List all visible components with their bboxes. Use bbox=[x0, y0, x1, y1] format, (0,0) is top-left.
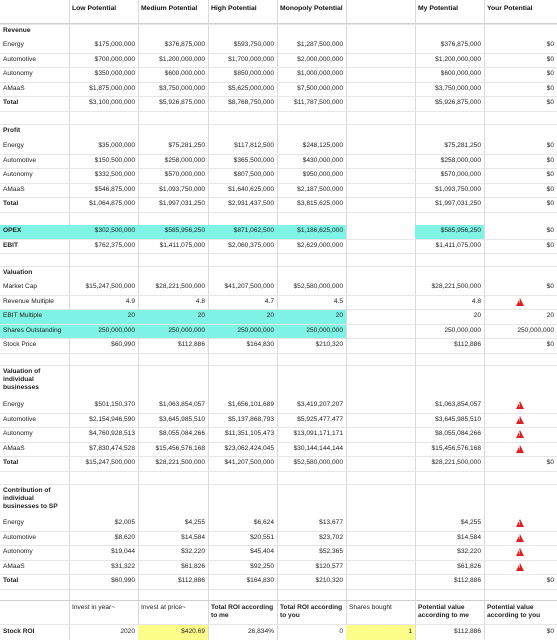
roi-header: Invest in year~ bbox=[72, 604, 116, 611]
value-cell: $593,750,000 bbox=[233, 41, 274, 48]
column-header: My Potential bbox=[418, 5, 459, 12]
roi-label: Stock ROI bbox=[3, 628, 35, 635]
row-label: Revenue Multiple bbox=[3, 297, 54, 305]
row-label: Shares Outstanding bbox=[3, 326, 62, 334]
value-cell: $2,060,375,000 bbox=[228, 241, 274, 249]
value-cell: $35,000,000 bbox=[98, 142, 135, 149]
value-cell: $600,000,000 bbox=[440, 70, 481, 77]
value-cell: $5,625,000,000 bbox=[228, 84, 274, 92]
row-label: AMaaS bbox=[3, 562, 25, 570]
warning-icon bbox=[516, 401, 524, 409]
value-cell: $31,322 bbox=[111, 562, 135, 570]
row-label: Autonomy bbox=[3, 430, 33, 437]
value-cell: $302,500,000 bbox=[94, 227, 135, 234]
value-cell: $1,287,500,000 bbox=[297, 41, 343, 48]
warning-icon bbox=[516, 298, 524, 306]
row-label: Autonomy bbox=[3, 548, 33, 555]
value-cell: $871,062,500 bbox=[233, 227, 274, 234]
value-cell: 20 bbox=[266, 312, 274, 319]
column-header: Low Potential bbox=[72, 5, 117, 12]
value-cell: $1,411,075,000 bbox=[159, 241, 205, 249]
row-label: Automotive bbox=[3, 415, 36, 423]
value-cell: $585,956,250 bbox=[440, 227, 481, 234]
value-cell: $0 bbox=[546, 156, 554, 164]
row-label: Total bbox=[3, 200, 19, 207]
section-title: Valuation bbox=[3, 269, 33, 276]
value-cell: $11,351,105,473 bbox=[224, 430, 274, 437]
value-cell: 4.5 bbox=[333, 297, 343, 305]
row-label: Automotive bbox=[3, 156, 36, 164]
row-label: Energy bbox=[3, 519, 24, 526]
value-cell: $210,320 bbox=[315, 341, 343, 348]
section-line bbox=[0, 484, 557, 485]
column-header: Monopoly Potential bbox=[280, 5, 343, 12]
roi-header: Invest at price~ bbox=[141, 604, 186, 611]
row-label: AMaaS bbox=[3, 84, 25, 92]
value-cell: $1,640,625,000 bbox=[228, 185, 274, 193]
row-label: Autonomy bbox=[3, 171, 33, 178]
roi-value: $0 bbox=[546, 628, 554, 635]
value-cell: $365,500,000 bbox=[233, 156, 274, 164]
row-line bbox=[0, 253, 557, 254]
value-cell: $600,000,000 bbox=[164, 70, 205, 77]
value-cell: 4.8 bbox=[195, 297, 205, 305]
row-line bbox=[0, 353, 557, 354]
value-cell: $1,997,031,250 bbox=[435, 200, 481, 207]
value-cell: $570,000,000 bbox=[440, 171, 481, 178]
value-cell: $0 bbox=[546, 200, 554, 207]
value-cell: $210,320 bbox=[315, 577, 343, 584]
value-cell: $112,886 bbox=[177, 577, 205, 584]
value-cell: 250,000,000 bbox=[168, 326, 205, 334]
value-cell: $15,456,576,168 bbox=[431, 444, 481, 452]
value-cell: $8,768,750,000 bbox=[228, 99, 274, 106]
value-cell: $3,419,207,207 bbox=[297, 401, 343, 408]
row-label: Total bbox=[3, 577, 19, 584]
value-cell: $0 bbox=[546, 70, 554, 77]
row-line bbox=[0, 111, 557, 112]
section-title: Profit bbox=[3, 127, 21, 134]
warning-icon bbox=[516, 519, 524, 527]
value-cell: 20 bbox=[335, 312, 343, 319]
value-cell: $1,656,101,689 bbox=[228, 401, 274, 408]
value-cell: $546,875,000 bbox=[94, 185, 135, 193]
warning-icon bbox=[516, 563, 524, 571]
roi-value: 2020 bbox=[120, 628, 135, 635]
row-label: Energy bbox=[3, 142, 24, 149]
row-label: Autonomy bbox=[3, 70, 33, 77]
value-cell: $28,221,500,000 bbox=[431, 283, 481, 290]
value-cell: $3,750,000,000 bbox=[435, 84, 481, 92]
value-cell: $20,551 bbox=[250, 533, 274, 541]
value-cell: $3,645,985,510 bbox=[159, 415, 205, 423]
value-cell: $15,456,576,168 bbox=[155, 444, 205, 452]
row-label: OPEX bbox=[3, 227, 22, 234]
value-cell: $112,886 bbox=[453, 577, 481, 584]
value-cell: $15,247,500,000 bbox=[85, 459, 135, 466]
section-line bbox=[0, 24, 557, 25]
value-cell: $1,200,000,000 bbox=[159, 55, 205, 63]
section-line bbox=[0, 266, 557, 267]
row-label: EBIT bbox=[3, 241, 19, 249]
roi-value: 26,834% bbox=[247, 628, 274, 635]
row-label: Total bbox=[3, 459, 19, 466]
value-cell: $2,000,000,000 bbox=[297, 55, 343, 63]
value-cell: $850,000,000 bbox=[233, 70, 274, 77]
value-cell: $0 bbox=[546, 142, 554, 149]
roi-header: Total ROI according to you bbox=[280, 604, 343, 619]
value-cell: $3,750,000,000 bbox=[159, 84, 205, 92]
value-cell: $5,137,868,793 bbox=[228, 415, 274, 423]
warning-icon bbox=[516, 416, 524, 424]
section-title: Valuation of individual businesses bbox=[3, 368, 41, 391]
value-cell: $120,577 bbox=[315, 562, 343, 570]
value-cell: $1,700,000,000 bbox=[228, 55, 274, 63]
value-cell: $23,062,424,045 bbox=[224, 444, 274, 452]
value-cell: 250,000,000 bbox=[237, 326, 274, 334]
warning-icon bbox=[516, 445, 524, 453]
value-cell: $1,875,000,000 bbox=[89, 84, 135, 92]
value-cell: $30,144,144,144 bbox=[293, 444, 343, 452]
value-cell: $8,620 bbox=[114, 533, 135, 541]
row-label: Automotive bbox=[3, 533, 36, 541]
value-cell: $4,760,928,513 bbox=[89, 430, 135, 437]
column-header: Your Potential bbox=[487, 5, 533, 12]
value-cell: $1,093,750,000 bbox=[159, 185, 205, 193]
row-label: Stock Price bbox=[3, 341, 37, 348]
value-cell: $13,091,171,171 bbox=[293, 430, 343, 437]
value-cell: 250,000,000 bbox=[517, 326, 554, 334]
value-cell: $501,150,370 bbox=[94, 401, 135, 408]
value-cell: 4.7 bbox=[264, 297, 274, 305]
value-cell: $15,247,500,000 bbox=[85, 283, 135, 290]
value-cell: $3,100,000,000 bbox=[89, 99, 135, 106]
value-cell: 20 bbox=[197, 312, 205, 319]
value-cell: $376,875,000 bbox=[164, 41, 205, 48]
row-label: Energy bbox=[3, 401, 24, 408]
value-cell: $1,186,625,000 bbox=[297, 227, 343, 234]
value-cell: $0 bbox=[546, 41, 554, 48]
warning-icon bbox=[516, 548, 524, 556]
value-cell: $8,055,084,266 bbox=[435, 430, 481, 437]
value-cell: $376,875,000 bbox=[440, 41, 481, 48]
value-cell: $7,830,474,528 bbox=[89, 444, 135, 452]
value-cell: $5,925,477,477 bbox=[297, 415, 343, 423]
value-cell: 4.8 bbox=[471, 297, 481, 305]
warning-icon bbox=[516, 534, 524, 542]
value-cell: $258,000,000 bbox=[440, 156, 481, 164]
value-cell: $1,200,000,000 bbox=[435, 55, 481, 63]
roi-header: Potential value according to you bbox=[487, 604, 541, 619]
value-cell: $2,005 bbox=[114, 519, 135, 526]
row-label: Market Cap bbox=[3, 283, 38, 290]
roi-divider bbox=[0, 600, 557, 601]
value-cell: $950,000,000 bbox=[302, 171, 343, 178]
value-cell: $60,990 bbox=[111, 577, 135, 584]
value-cell: $0 bbox=[546, 99, 554, 106]
value-cell: $164,830 bbox=[246, 577, 274, 584]
value-cell: $0 bbox=[546, 227, 554, 234]
value-cell: $1,063,854,057 bbox=[435, 401, 481, 408]
value-cell: $248,125,000 bbox=[302, 142, 343, 149]
value-cell: $75,281,250 bbox=[168, 142, 205, 149]
value-cell: $75,281,250 bbox=[444, 142, 481, 149]
value-cell: $6,624 bbox=[253, 519, 274, 526]
value-cell: $4,255 bbox=[184, 519, 205, 526]
value-cell: $585,956,250 bbox=[164, 227, 205, 234]
column-header: High Potential bbox=[211, 5, 257, 12]
value-cell: $112,886 bbox=[177, 341, 205, 348]
value-cell: $258,000,000 bbox=[164, 156, 205, 164]
value-cell: $52,580,000,000 bbox=[293, 459, 343, 466]
value-cell: $32,220 bbox=[181, 548, 205, 555]
value-cell: $23,702 bbox=[319, 533, 343, 541]
row-line bbox=[0, 589, 557, 590]
value-cell: $332,500,000 bbox=[94, 171, 135, 178]
row-label: Total bbox=[3, 99, 19, 106]
value-cell: $117,812,500 bbox=[234, 142, 274, 149]
warning-icon bbox=[516, 430, 524, 438]
value-cell: $1,000,000,000 bbox=[297, 70, 343, 77]
value-cell: $41,207,500,000 bbox=[224, 459, 274, 466]
value-cell: $11,787,500,000 bbox=[293, 99, 343, 106]
value-cell: $60,990 bbox=[111, 341, 135, 348]
value-cell: $61,826 bbox=[181, 562, 205, 570]
value-cell: $1,411,075,000 bbox=[435, 241, 481, 249]
section-line bbox=[0, 365, 557, 366]
value-cell: $13,677 bbox=[319, 519, 343, 526]
value-cell: $0 bbox=[546, 84, 554, 92]
row-label: Energy bbox=[3, 41, 24, 48]
row-line bbox=[0, 212, 557, 213]
row-label: EBIT Multiple bbox=[3, 312, 43, 319]
value-cell: $28,221,500,000 bbox=[155, 459, 205, 466]
roi-header: Shares bought bbox=[349, 604, 392, 611]
row-label: Automotive bbox=[3, 55, 36, 63]
value-cell: $175,000,000 bbox=[94, 41, 135, 48]
row-label: AMaaS bbox=[3, 185, 25, 193]
value-cell: $61,826 bbox=[457, 562, 481, 570]
value-cell: $28,221,500,000 bbox=[155, 283, 205, 290]
value-cell: $5,926,875,000 bbox=[435, 99, 481, 106]
roi-value: $112,886 bbox=[453, 628, 481, 635]
value-cell: $570,000,000 bbox=[164, 171, 205, 178]
value-cell: $112,886 bbox=[453, 341, 481, 348]
value-cell: $52,580,000,000 bbox=[293, 283, 343, 290]
value-cell: $8,055,084,266 bbox=[159, 430, 205, 437]
roi-value: 0 bbox=[339, 628, 343, 635]
value-cell: $700,000,000 bbox=[94, 55, 135, 63]
value-cell: $5,926,875,000 bbox=[159, 99, 205, 106]
roi-value[interactable]: $420.69 bbox=[181, 628, 205, 635]
value-cell: $0 bbox=[546, 55, 554, 63]
value-cell: 20 bbox=[473, 312, 481, 319]
value-cell: $1,093,750,000 bbox=[435, 185, 481, 193]
value-cell: $0 bbox=[546, 577, 554, 584]
value-cell: $0 bbox=[546, 185, 554, 193]
value-cell: 20 bbox=[127, 312, 135, 319]
value-cell: $164,830 bbox=[246, 341, 274, 348]
section-line bbox=[0, 124, 557, 125]
value-cell: $1,997,031,250 bbox=[159, 200, 205, 207]
value-cell: $7,500,000,000 bbox=[297, 84, 343, 92]
value-cell: $2,629,000,000 bbox=[297, 241, 343, 249]
value-cell: 250,000,000 bbox=[98, 326, 135, 334]
value-cell: 4.9 bbox=[125, 297, 135, 305]
value-cell: $92,250 bbox=[250, 562, 274, 570]
value-cell: $0 bbox=[546, 241, 554, 249]
value-cell: $1,064,875,000 bbox=[89, 200, 135, 207]
value-cell: $3,815,625,000 bbox=[297, 200, 343, 207]
value-cell: $14,584 bbox=[181, 533, 205, 541]
value-cell: $4,255 bbox=[460, 519, 481, 526]
value-cell: 20 bbox=[546, 312, 554, 319]
row-line bbox=[0, 471, 557, 472]
value-cell: $0 bbox=[546, 341, 554, 348]
value-cell: $0 bbox=[546, 459, 554, 466]
value-cell: $28,221,500,000 bbox=[431, 459, 481, 466]
roi-header: Potential value according to me bbox=[418, 604, 469, 619]
section-title: Revenue bbox=[3, 27, 31, 34]
value-cell: $2,154,946,590 bbox=[89, 415, 135, 423]
value-cell: $0 bbox=[546, 171, 554, 178]
value-cell: $762,375,000 bbox=[94, 241, 135, 249]
value-cell: $19,044 bbox=[111, 548, 135, 555]
value-cell: $52,365 bbox=[319, 548, 343, 555]
value-cell: $807,500,000 bbox=[233, 171, 274, 178]
value-cell: $0 bbox=[546, 283, 554, 290]
value-cell: $430,000,000 bbox=[302, 156, 343, 164]
row-label: AMaaS bbox=[3, 444, 25, 452]
value-cell: $150,500,000 bbox=[94, 156, 135, 164]
value-cell: $3,645,985,510 bbox=[435, 415, 481, 423]
value-cell: $14,584 bbox=[457, 533, 481, 541]
value-cell: $350,000,000 bbox=[94, 70, 135, 77]
value-cell: $2,931,437,500 bbox=[228, 200, 274, 207]
value-cell: $1,063,854,057 bbox=[159, 401, 205, 408]
column-header: Medium Potential bbox=[141, 5, 198, 12]
value-cell: 250,000,000 bbox=[444, 326, 481, 334]
value-cell: 250,000,000 bbox=[306, 326, 343, 334]
value-cell: $41,207,500,000 bbox=[224, 283, 274, 290]
value-cell: $32,220 bbox=[457, 548, 481, 555]
value-cell: $2,187,500,000 bbox=[297, 185, 343, 193]
roi-value[interactable]: 1 bbox=[408, 628, 412, 635]
value-cell: $45,404 bbox=[250, 548, 274, 555]
roi-header: Total ROI according to me bbox=[211, 604, 274, 619]
section-title: Contribution of individual businesses to SP bbox=[3, 487, 58, 510]
